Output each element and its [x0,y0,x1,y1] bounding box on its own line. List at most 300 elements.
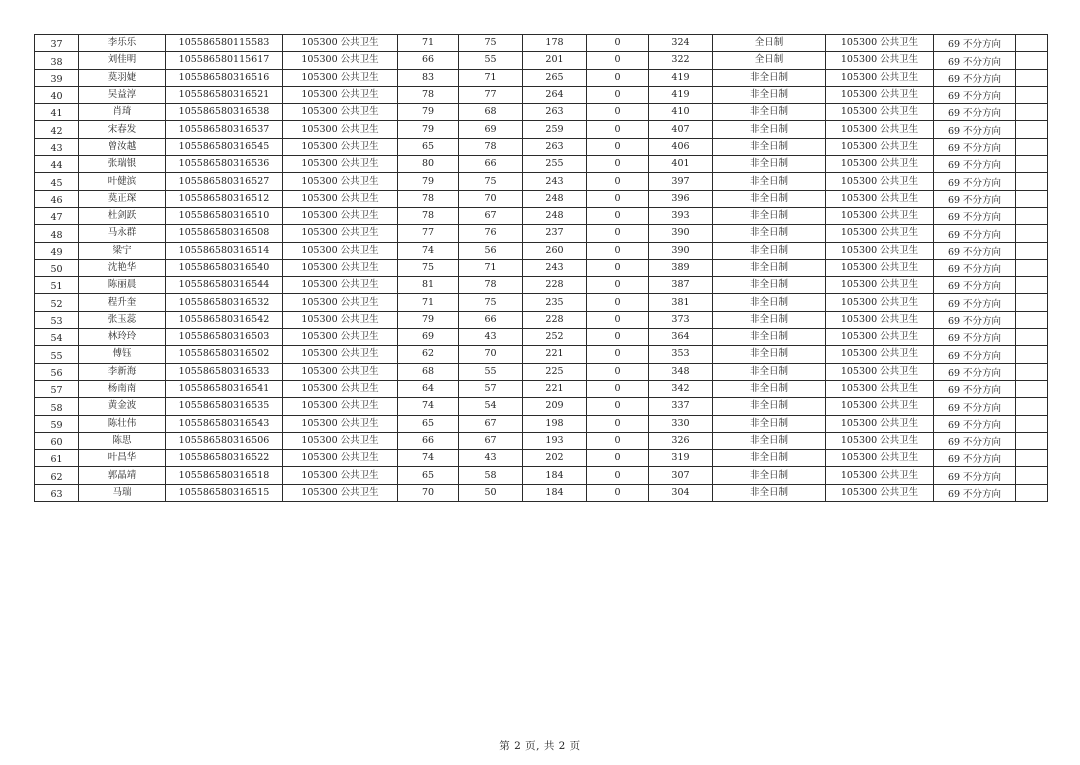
score3-cell: 243 [523,173,587,190]
score2-cell: 67 [459,432,523,449]
study-mode-cell: 非全日制 [713,138,826,155]
score2-cell: 75 [459,173,523,190]
name-cell: 刘佳明 [79,52,166,69]
table-row [35,86,1048,103]
blank-cell [1016,467,1048,484]
score1-cell: 78 [398,207,459,224]
score3-cell: 221 [523,346,587,363]
score2-cell: 71 [459,259,523,276]
study-mode-cell: 非全日制 [713,432,826,449]
total-cell: 397 [649,173,713,190]
table-row [35,380,1048,397]
score4-cell: 0 [587,259,649,276]
exam-id-cell: 105586580316506 [166,432,283,449]
score3-cell: 248 [523,190,587,207]
score1-cell: 71 [398,35,459,52]
score3-cell: 228 [523,277,587,294]
blank-cell [1016,363,1048,380]
name-cell: 傅钰 [79,346,166,363]
admit-major-cell: 105300 公共卫生 [826,363,934,380]
blank-cell [1016,69,1048,86]
blank-cell [1016,277,1048,294]
score1-cell: 70 [398,484,459,501]
score1-cell: 62 [398,346,459,363]
direction-cell: 69 不分方向 [934,277,1016,294]
admit-major-cell: 105300 公共卫生 [826,104,934,121]
blank-cell [1016,294,1048,311]
score1-cell: 69 [398,329,459,346]
score4-cell: 0 [587,173,649,190]
exam-id-cell: 105586580316536 [166,156,283,173]
study-mode-cell: 非全日制 [713,242,826,259]
exam-id-cell: 105586580316521 [166,86,283,103]
exam-id-cell: 105586580316545 [166,138,283,155]
admit-major-cell: 105300 公共卫生 [826,329,934,346]
score3-cell: 248 [523,207,587,224]
total-cell: 406 [649,138,713,155]
total-cell: 390 [649,242,713,259]
seq-cell: 48 [35,225,79,242]
name-cell: 宋春发 [79,121,166,138]
study-mode-cell: 非全日制 [713,173,826,190]
score2-cell: 70 [459,190,523,207]
exam-id-cell: 105586580115583 [166,35,283,52]
direction-cell: 69 不分方向 [934,121,1016,138]
total-cell: 419 [649,69,713,86]
score3-cell: 252 [523,329,587,346]
direction-cell: 69 不分方向 [934,138,1016,155]
seq-cell: 41 [35,104,79,121]
direction-cell: 69 不分方向 [934,467,1016,484]
table-row [35,225,1048,242]
total-cell: 342 [649,380,713,397]
score3-cell: 260 [523,242,587,259]
major-cell: 105300 公共卫生 [283,104,398,121]
admit-major-cell: 105300 公共卫生 [826,190,934,207]
seq-cell: 45 [35,173,79,190]
total-cell: 401 [649,156,713,173]
direction-cell: 69 不分方向 [934,190,1016,207]
study-mode-cell: 非全日制 [713,294,826,311]
score1-cell: 74 [398,450,459,467]
exam-id-cell: 105586580316538 [166,104,283,121]
blank-cell [1016,52,1048,69]
score2-cell: 56 [459,242,523,259]
total-cell: 373 [649,311,713,328]
study-mode-cell: 非全日制 [713,69,826,86]
major-cell: 105300 公共卫生 [283,363,398,380]
study-mode-cell: 非全日制 [713,259,826,276]
total-cell: 337 [649,398,713,415]
blank-cell [1016,225,1048,242]
table-row [35,242,1048,259]
admit-major-cell: 105300 公共卫生 [826,173,934,190]
score1-cell: 66 [398,52,459,69]
score3-cell: 202 [523,450,587,467]
score3-cell: 263 [523,104,587,121]
table-row [35,484,1048,501]
total-cell: 390 [649,225,713,242]
study-mode-cell: 非全日制 [713,380,826,397]
score1-cell: 78 [398,86,459,103]
seq-cell: 61 [35,450,79,467]
score1-cell: 78 [398,190,459,207]
admit-major-cell: 105300 公共卫生 [826,484,934,501]
name-cell: 陈思 [79,432,166,449]
seq-cell: 54 [35,329,79,346]
direction-cell: 69 不分方向 [934,450,1016,467]
score1-cell: 74 [398,242,459,259]
blank-cell [1016,173,1048,190]
score1-cell: 80 [398,156,459,173]
score2-cell: 78 [459,277,523,294]
major-cell: 105300 公共卫生 [283,329,398,346]
blank-cell [1016,432,1048,449]
blank-cell [1016,86,1048,103]
score2-cell: 55 [459,52,523,69]
major-cell: 105300 公共卫生 [283,138,398,155]
name-cell: 叶健滨 [79,173,166,190]
admit-major-cell: 105300 公共卫生 [826,35,934,52]
exam-id-cell: 105586580316527 [166,173,283,190]
score1-cell: 79 [398,173,459,190]
admit-major-cell: 105300 公共卫生 [826,432,934,449]
score3-cell: 265 [523,69,587,86]
score3-cell: 221 [523,380,587,397]
admit-major-cell: 105300 公共卫生 [826,86,934,103]
score3-cell: 259 [523,121,587,138]
total-cell: 396 [649,190,713,207]
total-cell: 381 [649,294,713,311]
direction-cell: 69 不分方向 [934,35,1016,52]
direction-cell: 69 不分方向 [934,173,1016,190]
admit-major-cell: 105300 公共卫生 [826,380,934,397]
score2-cell: 76 [459,225,523,242]
name-cell: 马永群 [79,225,166,242]
study-mode-cell: 全日制 [713,52,826,69]
score2-cell: 57 [459,380,523,397]
direction-cell: 69 不分方向 [934,380,1016,397]
score2-cell: 55 [459,363,523,380]
score3-cell: 184 [523,467,587,484]
score3-cell: 225 [523,363,587,380]
score3-cell: 243 [523,259,587,276]
score4-cell: 0 [587,277,649,294]
total-cell: 304 [649,484,713,501]
study-mode-cell: 非全日制 [713,467,826,484]
name-cell: 肖琦 [79,104,166,121]
table-row [35,363,1048,380]
admit-major-cell: 105300 公共卫生 [826,415,934,432]
admit-major-cell: 105300 公共卫生 [826,225,934,242]
major-cell: 105300 公共卫生 [283,346,398,363]
seq-cell: 60 [35,432,79,449]
exam-id-cell: 105586580316544 [166,277,283,294]
exam-id-cell: 105586580316540 [166,259,283,276]
admit-major-cell: 105300 公共卫生 [826,138,934,155]
seq-cell: 53 [35,311,79,328]
total-cell: 324 [649,35,713,52]
direction-cell: 69 不分方向 [934,207,1016,224]
direction-cell: 69 不分方向 [934,225,1016,242]
score4-cell: 0 [587,52,649,69]
score4-cell: 0 [587,69,649,86]
name-cell: 沈艳华 [79,259,166,276]
blank-cell [1016,415,1048,432]
seq-cell: 58 [35,398,79,415]
total-cell: 364 [649,329,713,346]
admit-major-cell: 105300 公共卫生 [826,207,934,224]
name-cell: 曾汝越 [79,138,166,155]
admit-major-cell: 105300 公共卫生 [826,346,934,363]
score1-cell: 83 [398,69,459,86]
study-mode-cell: 非全日制 [713,277,826,294]
score4-cell: 0 [587,104,649,121]
exam-id-cell: 105586580316516 [166,69,283,86]
table-row [35,311,1048,328]
seq-cell: 43 [35,138,79,155]
score4-cell: 0 [587,398,649,415]
exam-id-cell: 105586580316537 [166,121,283,138]
table-body [35,35,1048,502]
score4-cell: 0 [587,225,649,242]
exam-id-cell: 105586580316508 [166,225,283,242]
major-cell: 105300 公共卫生 [283,86,398,103]
score3-cell: 264 [523,86,587,103]
score4-cell: 0 [587,121,649,138]
study-mode-cell: 非全日制 [713,346,826,363]
table-row [35,415,1048,432]
name-cell: 黄金波 [79,398,166,415]
total-cell: 353 [649,346,713,363]
direction-cell: 69 不分方向 [934,346,1016,363]
table-row [35,52,1048,69]
score2-cell: 67 [459,207,523,224]
table-row [35,346,1048,363]
blank-cell [1016,207,1048,224]
direction-cell: 69 不分方向 [934,242,1016,259]
direction-cell: 69 不分方向 [934,363,1016,380]
seq-cell: 59 [35,415,79,432]
score4-cell: 0 [587,450,649,467]
score2-cell: 68 [459,104,523,121]
blank-cell [1016,242,1048,259]
direction-cell: 69 不分方向 [934,311,1016,328]
name-cell: 张玉蕊 [79,311,166,328]
admit-major-cell: 105300 公共卫生 [826,156,934,173]
table-row [35,156,1048,173]
score4-cell: 0 [587,86,649,103]
blank-cell [1016,259,1048,276]
direction-cell: 69 不分方向 [934,52,1016,69]
score3-cell: 255 [523,156,587,173]
seq-cell: 38 [35,52,79,69]
seq-cell: 47 [35,207,79,224]
blank-cell [1016,190,1048,207]
major-cell: 105300 公共卫生 [283,380,398,397]
table-row [35,173,1048,190]
score3-cell: 193 [523,432,587,449]
exam-id-cell: 105586580316515 [166,484,283,501]
table-row [35,294,1048,311]
major-cell: 105300 公共卫生 [283,69,398,86]
direction-cell: 69 不分方向 [934,86,1016,103]
score1-cell: 65 [398,138,459,155]
admit-major-cell: 105300 公共卫生 [826,259,934,276]
score4-cell: 0 [587,467,649,484]
score1-cell: 77 [398,225,459,242]
direction-cell: 69 不分方向 [934,329,1016,346]
table-row [35,35,1048,52]
score4-cell: 0 [587,363,649,380]
major-cell: 105300 公共卫生 [283,225,398,242]
study-mode-cell: 非全日制 [713,363,826,380]
seq-cell: 57 [35,380,79,397]
major-cell: 105300 公共卫生 [283,450,398,467]
table-row [35,467,1048,484]
score2-cell: 77 [459,86,523,103]
seq-cell: 56 [35,363,79,380]
score2-cell: 43 [459,329,523,346]
study-mode-cell: 非全日制 [713,329,826,346]
table-row [35,207,1048,224]
score3-cell: 178 [523,35,587,52]
major-cell: 105300 公共卫生 [283,294,398,311]
major-cell: 105300 公共卫生 [283,121,398,138]
study-mode-cell: 非全日制 [713,104,826,121]
name-cell: 林玲玲 [79,329,166,346]
exam-id-cell: 105586580316522 [166,450,283,467]
major-cell: 105300 公共卫生 [283,415,398,432]
blank-cell [1016,104,1048,121]
table-row [35,398,1048,415]
total-cell: 389 [649,259,713,276]
table-row [35,259,1048,276]
score3-cell: 228 [523,311,587,328]
study-mode-cell: 非全日制 [713,450,826,467]
score2-cell: 43 [459,450,523,467]
seq-cell: 63 [35,484,79,501]
score2-cell: 50 [459,484,523,501]
blank-cell [1016,311,1048,328]
name-cell: 李乐乐 [79,35,166,52]
name-cell: 莫羽婕 [79,69,166,86]
name-cell: 叶昌华 [79,450,166,467]
study-mode-cell: 非全日制 [713,415,826,432]
seq-cell: 50 [35,259,79,276]
score3-cell: 263 [523,138,587,155]
score1-cell: 71 [398,294,459,311]
major-cell: 105300 公共卫生 [283,467,398,484]
score4-cell: 0 [587,346,649,363]
major-cell: 105300 公共卫生 [283,242,398,259]
name-cell: 张瑞银 [79,156,166,173]
major-cell: 105300 公共卫生 [283,156,398,173]
table-row [35,432,1048,449]
exam-id-cell: 105586580316541 [166,380,283,397]
seq-cell: 55 [35,346,79,363]
direction-cell: 69 不分方向 [934,398,1016,415]
table-row [35,121,1048,138]
study-mode-cell: 非全日制 [713,156,826,173]
score3-cell: 198 [523,415,587,432]
seq-cell: 39 [35,69,79,86]
exam-id-cell: 105586580316535 [166,398,283,415]
direction-cell: 69 不分方向 [934,156,1016,173]
blank-cell [1016,121,1048,138]
major-cell: 105300 公共卫生 [283,52,398,69]
name-cell: 杜剑跃 [79,207,166,224]
table-row [35,138,1048,155]
admit-major-cell: 105300 公共卫生 [826,398,934,415]
exam-id-cell: 105586580316512 [166,190,283,207]
score2-cell: 54 [459,398,523,415]
score3-cell: 201 [523,52,587,69]
study-mode-cell: 非全日制 [713,207,826,224]
score2-cell: 58 [459,467,523,484]
score1-cell: 66 [398,432,459,449]
score3-cell: 237 [523,225,587,242]
score4-cell: 0 [587,207,649,224]
table-row [35,104,1048,121]
blank-cell [1016,35,1048,52]
score1-cell: 75 [398,259,459,276]
name-cell: 马瑞 [79,484,166,501]
page-footer: 第 2 页, 共 2 页 [499,740,581,752]
major-cell: 105300 公共卫生 [283,207,398,224]
exam-id-cell: 105586580316510 [166,207,283,224]
score4-cell: 0 [587,432,649,449]
total-cell: 322 [649,52,713,69]
score1-cell: 81 [398,277,459,294]
admit-major-cell: 105300 公共卫生 [826,121,934,138]
name-cell: 郭晶靖 [79,467,166,484]
total-cell: 387 [649,277,713,294]
direction-cell: 69 不分方向 [934,432,1016,449]
direction-cell: 69 不分方向 [934,415,1016,432]
score4-cell: 0 [587,415,649,432]
score2-cell: 66 [459,156,523,173]
direction-cell: 69 不分方向 [934,104,1016,121]
seq-cell: 49 [35,242,79,259]
table-row [35,450,1048,467]
name-cell: 梁宁 [79,242,166,259]
admit-major-cell: 105300 公共卫生 [826,52,934,69]
score4-cell: 0 [587,156,649,173]
total-cell: 330 [649,415,713,432]
score2-cell: 67 [459,415,523,432]
exam-id-cell: 105586580316518 [166,467,283,484]
score2-cell: 71 [459,69,523,86]
exam-id-cell: 105586580316503 [166,329,283,346]
direction-cell: 69 不分方向 [934,484,1016,501]
score3-cell: 235 [523,294,587,311]
name-cell: 陈壮伟 [79,415,166,432]
major-cell: 105300 公共卫生 [283,432,398,449]
score-table [34,34,1048,502]
blank-cell [1016,380,1048,397]
score1-cell: 65 [398,415,459,432]
exam-id-cell: 105586580316532 [166,294,283,311]
score2-cell: 78 [459,138,523,155]
score2-cell: 75 [459,35,523,52]
name-cell: 杨南南 [79,380,166,397]
score1-cell: 79 [398,121,459,138]
name-cell: 吴益淳 [79,86,166,103]
major-cell: 105300 公共卫生 [283,277,398,294]
admit-major-cell: 105300 公共卫生 [826,467,934,484]
total-cell: 326 [649,432,713,449]
